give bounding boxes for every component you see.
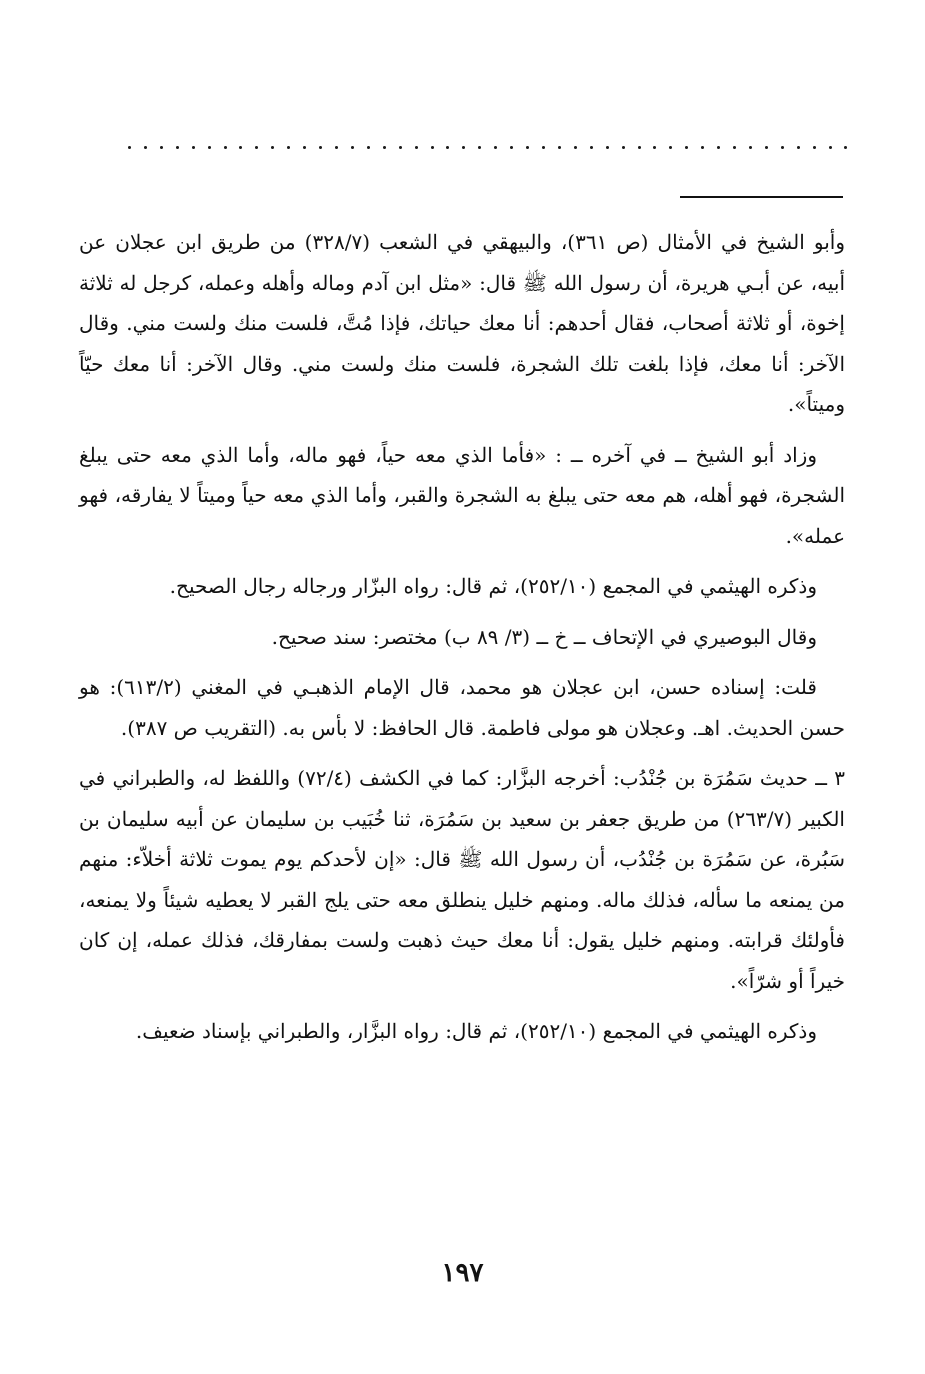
separator-dot (399, 146, 402, 149)
separator-dot (160, 146, 163, 149)
separator-dot (542, 146, 545, 149)
paragraph-sources-abu-shaykh: وأبو الشيخ في الأمثال (ص ٣٦١)، والبيهقي في الشعب (٣٢٨/٧) من طريق ابن عجلان عن أبيه، عن أبـي هريرة، أن رسول الله ﷺ قال: «مثل ابن آدم وماله وأهله وعمله، كرجل له ثلاثة إخوة، أو ثلاثة أصحاب، فقال أحدهم: أنا معك حياتك، فإذا مُتَّ، فلست منك ولست مني. وقال الآخر: أنا معك، فإذا بلغت تلك الشجرة، فلست منك ولست مني. وقال الآخر: أنا معك حيّاً وميتاً». (79, 230, 846, 416)
separator-dot (144, 146, 147, 149)
separator-dot (781, 146, 784, 149)
separator-dot (638, 146, 641, 149)
paragraph-author-note: قلت: إسناده حسن، ابن عجلان هو محمد، قال الإمام الذهبـي في المغني (٦١٣/٢): هو حسن الحديث. اهـ. وعجلان هو مولى فاطمة. قال الحافظ: لا بأس به. (التقريب ص ٣٨٧). (79, 675, 845, 740)
separator-dot (446, 146, 449, 149)
separator-dot (367, 146, 370, 149)
separator-dot (494, 146, 497, 149)
separator-dot (813, 146, 816, 149)
separator-dot (287, 146, 290, 149)
separator-dot (526, 146, 529, 149)
paragraph-busiri: وقال البوصيري في الإتحاف ــ خ ــ (٣/ ٨٩ ب) مختصر: سند صحيح. (271, 624, 817, 649)
separator-dot (510, 146, 513, 149)
separator-dot (574, 146, 577, 149)
separator-dot (622, 146, 625, 149)
separator-dot (749, 146, 752, 149)
separator-dot (844, 146, 847, 149)
separator-dot (606, 146, 609, 149)
dotted-separator (128, 141, 848, 153)
separator-dot (765, 146, 768, 149)
separator-dot (335, 146, 338, 149)
paragraph-hadith-samura: ٣ ــ حديث سَمُرَة بن جُنْدُب: أخرجه البزَّار: كما في الكشف (٧٢/٤) واللفظ له، والطبراني في الكبير (٢٦٣/٧) من طريق جعفر بن سعيد بن سَمُرَة، ثنا خُبَيب بن سليمان عن أبيه سليمان بن سَبُرة، عن سَمُرَة بن جُنْدُب، أن رسول الله ﷺ قال: «إن لأحدكم يوم يموت ثلاثة أخلاّء: منهم من يمنعه ما سأله، فذلك ماله. ومنهم خليل ينطلق معه حتى يلج القبر لا يعطيه شيئاً ولا يمنعه، فأولئك قرابته. ومنهم خليل يقول: أنا معك حيث ذهبت ولست بمفارقك، فذلك عمله، إن كان خيراً أو شرّاً». (79, 766, 845, 993)
separator-dot (462, 146, 465, 149)
separator-dot (176, 146, 179, 149)
separator-dot (653, 146, 656, 149)
separator-dot (431, 146, 434, 149)
separator-dot (733, 146, 736, 149)
separator-dot (224, 146, 227, 149)
paragraph-abu-shaykh-addition: وزاد أبو الشيخ ــ في آخره ــ : «فأما الذي معه حياً، فهو ماله، وأما الذي معه حتى يبلغ الشجرة، فهو أهله، هم معه حتى يبلغ به الشجرة والقبر، وأما الذي معه حياً وميتاً لا يفارقه، فهو عمله». (79, 442, 845, 548)
separator-dot (415, 146, 418, 149)
separator-dot (303, 146, 306, 149)
separator-dot (478, 146, 481, 149)
separator-dot (351, 146, 354, 149)
paragraph-haythami-1: وذكره الهيثمي في المجمع (٢٥٢/١٠)، ثم قال: رواه البزّار ورجاله رجال الصحيح. (169, 574, 817, 598)
paragraph-haythami-2: وذكره الهيثمي في المجمع (٢٥٢/١٠)، ثم قال: رواه البزَّار، والطبراني بإسناد ضعيف. (135, 1019, 817, 1043)
separator-dot (255, 146, 258, 149)
separator-dot (208, 146, 211, 149)
separator-dot (685, 146, 688, 149)
separator-dot (239, 146, 242, 149)
separator-dot (383, 146, 386, 149)
separator-dot (271, 146, 274, 149)
separator-dot (128, 146, 131, 149)
separator-dot (669, 146, 672, 149)
separator-dot (797, 146, 800, 149)
page-number: ١٩٧ (441, 1258, 484, 1288)
separator-dot (590, 146, 593, 149)
footnote-rule (680, 196, 843, 198)
page-body (79, 222, 845, 1062)
separator-dot (558, 146, 561, 149)
separator-dot (717, 146, 720, 149)
separator-dot (829, 146, 832, 149)
separator-dot (192, 146, 195, 149)
separator-dot (701, 146, 704, 149)
separator-dot (319, 146, 322, 149)
